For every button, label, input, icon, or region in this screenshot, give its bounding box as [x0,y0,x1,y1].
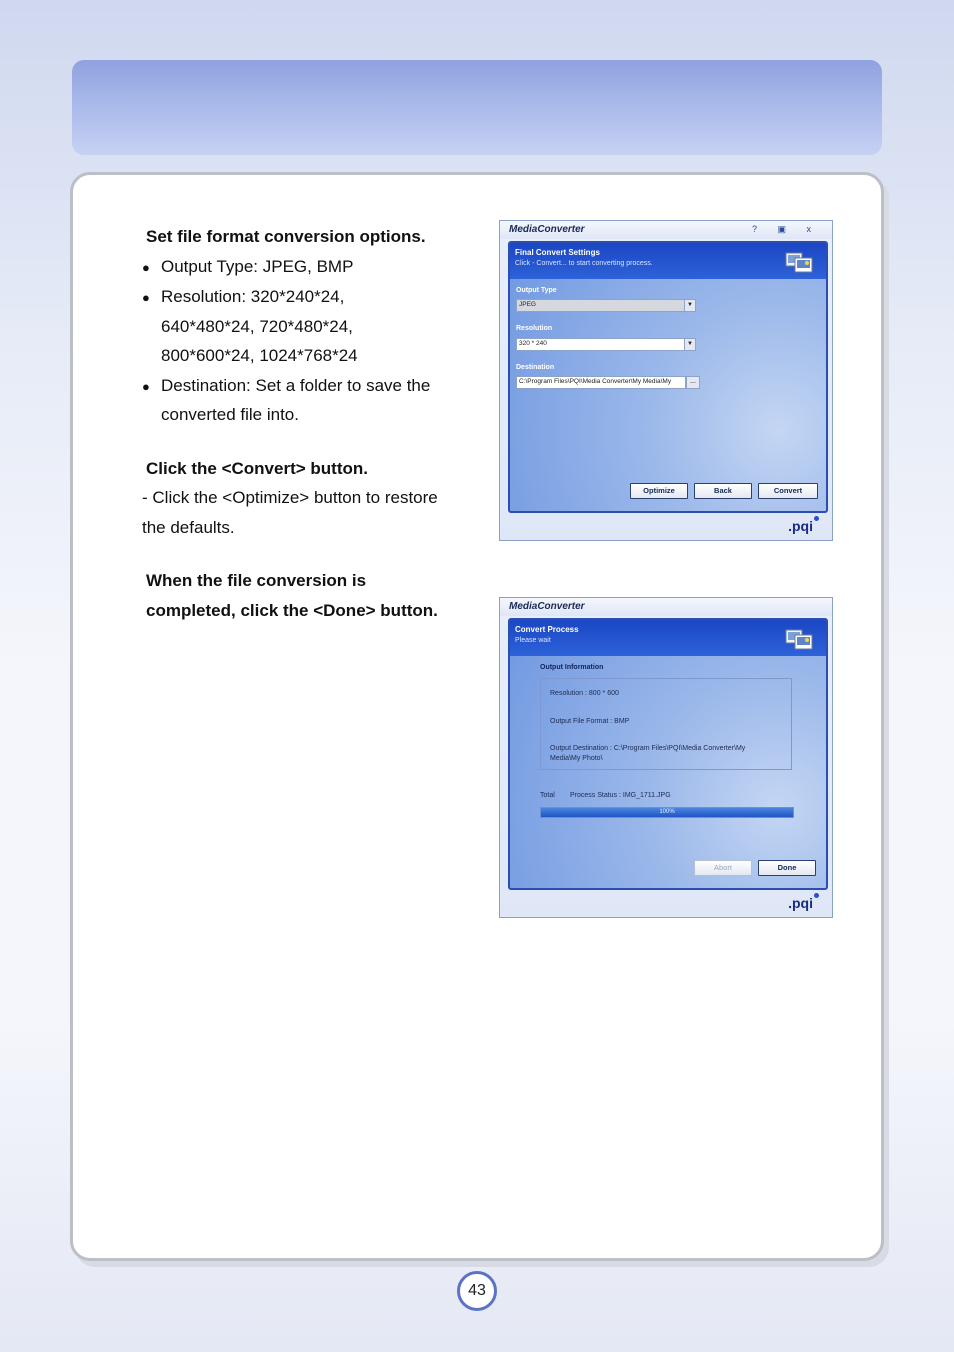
window-titlebar [500,598,832,616]
window-controls[interactable]: ? ▣ x [751,224,820,234]
brand-text: .pqi [788,518,813,534]
process-panel [508,618,828,890]
bullet-resolution [142,282,442,371]
panel-header [510,243,826,279]
destination-field[interactable] [516,376,686,389]
pqi-logo [788,518,818,534]
photo-stack-icon [784,627,814,651]
window-title: MediaConverter [509,601,585,612]
chevron-down-icon[interactable]: ▼ [684,339,695,350]
progress-text: 100% [659,809,675,815]
bullet-output-type [142,252,442,283]
bullet-text: Output Type: JPEG, BMP [161,256,354,276]
format-line: Output File Format : BMP [550,718,630,725]
section2-heading: Click the <Convert> button. [146,458,368,478]
abort-button[interactable]: Abort [694,860,752,876]
settings-panel [508,241,828,513]
destination-value: C:\Program Files\PQI\Media Converter\My Media\My [519,378,672,385]
media-converter-settings-window [499,220,833,541]
optimize-button[interactable]: Optimize [630,483,688,499]
destination-line-cont: Media\My Photo\ [550,755,603,762]
back-button[interactable]: Back [694,483,752,499]
browse-button[interactable]: ... [686,376,700,389]
page-number: 43 [457,1271,497,1311]
panel-subtitle: Please wait [515,637,551,644]
pqi-logo [788,895,818,911]
section2-note: - Click the <Optimize> button to restore the defaults. [142,488,438,537]
bullet-text: Destination: Set a folder to save the converted file into. [161,375,431,424]
resolution-select[interactable] [516,338,696,351]
instructions-column [142,222,442,625]
process-status: Process Status : IMG_1711.JPG [570,792,671,799]
bullet-dot: ● [142,378,150,394]
output-type-label: Output Type [516,287,557,294]
window-title: MediaConverter [509,224,585,235]
progress-bar [540,807,794,818]
photo-stack-icon [784,250,814,274]
output-info-label: Output Information [540,664,604,671]
output-type-value: JPEG [519,301,536,308]
resolution-value: 320 * 240 [519,340,547,347]
panel-header [510,620,826,656]
bullet-dot: ● [142,290,150,305]
destination-label: Destination [516,364,555,371]
total-label: Total [540,792,555,799]
section3-heading: When the file conversion is completed, click the <Done> button. [146,571,438,620]
chevron-down-icon[interactable]: ▼ [684,300,695,311]
brand-text: .pqi [788,895,813,911]
done-button[interactable]: Done [758,860,816,876]
bullet-destination [142,371,442,430]
bullet-dot: ● [142,259,150,275]
panel-subtitle: Click - Convert... to start converting process. [515,260,653,267]
window-titlebar [500,221,832,239]
output-type-select[interactable] [516,299,696,312]
resolution-label: Resolution [516,325,553,332]
bullet-text: Resolution: 320*240*24, 640*480*24, 720*480*24, 800*600*24, 1024*768*24 [161,287,358,365]
convert-button[interactable]: Convert [758,483,818,499]
destination-line: Output Destination : C:\Program Files\PQI\Media Converter\My [550,745,746,752]
media-converter-process-window [499,597,833,918]
panel-title: Final Convert Settings [515,248,600,257]
section1-heading: Set file format conversion options. [146,227,426,246]
resolution-line: Resolution : 800 * 600 [550,690,619,697]
panel-title: Convert Process [515,625,579,634]
header-band [72,60,882,155]
